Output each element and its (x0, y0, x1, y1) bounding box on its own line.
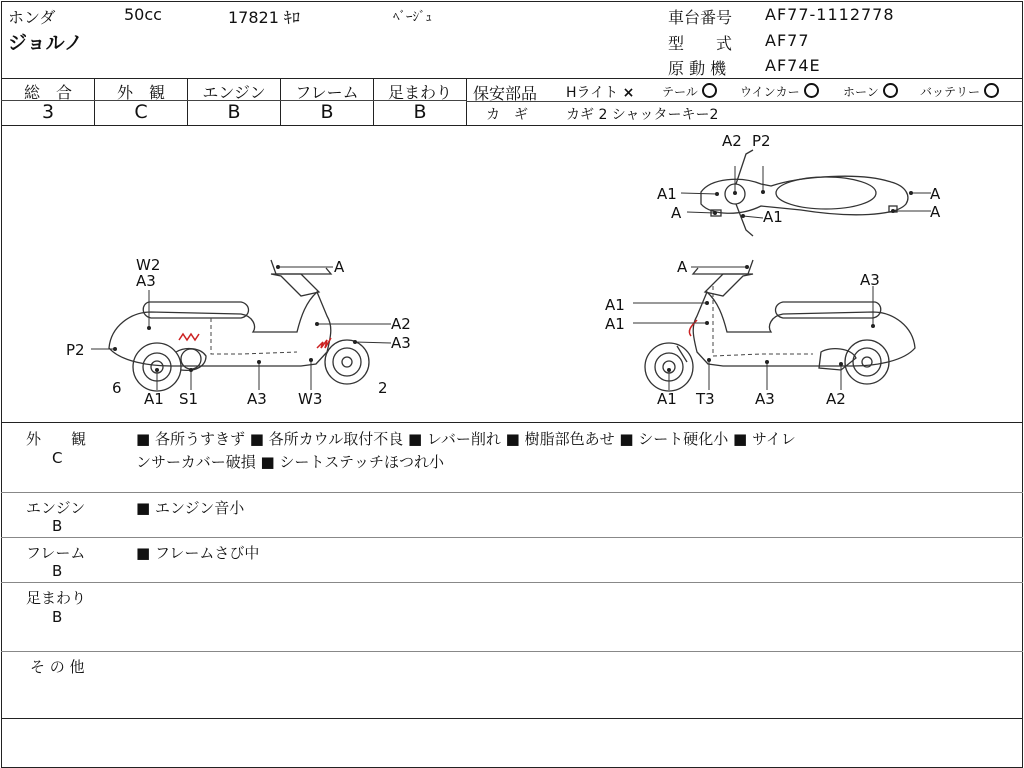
frame-no-label: 車台番号 (668, 8, 733, 27)
safety-tail (662, 83, 717, 100)
damage-label: A1 (605, 296, 625, 314)
headlight-status-mark: × (622, 85, 635, 101)
damage-label: A3 (136, 272, 156, 290)
grade-engine-value: B (227, 101, 241, 123)
damage-label: A2 (722, 132, 742, 150)
grade-total-value: 3 (41, 101, 55, 123)
divider (1, 492, 1023, 493)
grade-exterior-value: C (134, 101, 148, 123)
damage-label: A3 (860, 271, 880, 289)
grade-suspension-value: B (413, 101, 427, 123)
type-label: 型 式 (668, 34, 733, 53)
suspension-section-label: 足まわり (26, 589, 87, 607)
damage-label: P2 (752, 132, 771, 150)
engine-value: AF74E (765, 56, 821, 75)
damage-label: A2 (391, 315, 411, 333)
damage-label: A (677, 258, 688, 276)
engine-section-label: エンジン (26, 499, 86, 517)
damage-label: W3 (298, 390, 323, 408)
safety-horn (843, 83, 898, 100)
engine-label: 原 動 機 (668, 59, 727, 78)
tail-ok-icon (702, 83, 717, 98)
grade-suspension-label: 足まわり (387, 83, 452, 102)
top-view-scooter (701, 150, 908, 236)
safety-headlight (566, 82, 634, 102)
type-value: AF77 (765, 31, 810, 50)
divider (1, 78, 1023, 79)
exterior-notes-line2: ンサーカバー破損 ■ シートステッチほつれ小 (136, 453, 444, 471)
damage-label: A (930, 203, 941, 221)
engine-notes: ■ エンジン音小 (136, 499, 245, 517)
damage-label: P2 (66, 341, 85, 359)
key-label: カ ギ (486, 107, 528, 123)
damage-label: A (334, 258, 345, 276)
key-value: カギ 2 シャッターキー2 (566, 107, 719, 123)
safety-battery (920, 83, 999, 100)
exterior-label: 外 観 (26, 430, 87, 448)
grade-frame-value: B (320, 101, 334, 123)
winker-label: ウインカー (740, 85, 800, 99)
safety-label: 保安部品 (473, 84, 538, 103)
damage-label: A2 (826, 390, 846, 408)
damage-label: A3 (755, 390, 775, 408)
grade-total-label: 総 合 (23, 83, 72, 102)
frame-notes: ■ フレームさび中 (136, 544, 260, 562)
frame-section-grade: B (52, 562, 63, 580)
safety-winker (740, 83, 819, 100)
damage-label: A3 (247, 390, 267, 408)
divider (1, 582, 1023, 583)
damage-label: 6 (112, 379, 122, 397)
headlight-label: Hライト (566, 85, 619, 101)
engine-section-grade: B (52, 517, 63, 535)
frame-section-label: フレーム (26, 544, 86, 562)
damage-label: A (671, 204, 682, 222)
damage-label: A1 (144, 390, 164, 408)
damage-label: 2 (378, 379, 388, 397)
color: ﾍﾞｰｼﾞｭ (393, 10, 432, 25)
divider (1, 537, 1023, 538)
damage-label: A3 (391, 334, 411, 352)
winker-ok-icon (804, 83, 819, 98)
horn-ok-icon (883, 83, 898, 98)
battery-label: バッテリー (920, 85, 981, 99)
suspension-section-grade: B (52, 608, 63, 626)
divider (466, 101, 1023, 102)
damage-label: A1 (657, 185, 677, 203)
grade-frame-label: フレーム (295, 83, 359, 102)
tail-label: テール (662, 85, 698, 99)
divider (1, 422, 1023, 423)
damage-label: A1 (657, 390, 677, 408)
battery-ok-icon (984, 83, 999, 98)
damage-label: A1 (763, 208, 783, 226)
model-name: ジョルノ (8, 32, 83, 54)
grade-engine-label: エンジン (202, 83, 266, 102)
maker: ホンダ (8, 8, 56, 27)
damage-label: A1 (605, 315, 625, 333)
frame-no-value: AF77-1112778 (765, 5, 895, 24)
grade-exterior-label: 外 観 (116, 83, 165, 102)
damage-label: W2 (136, 256, 161, 274)
exterior-notes-line1: ■ 各所うすきず ■ 各所カウル取付不良 ■ レバー削れ ■ 樹脂部色あせ ■ シート硬化小 ■ サイレ (136, 430, 796, 448)
exterior-grade: C (52, 449, 63, 467)
damage-label: T3 (696, 390, 715, 408)
damage-label: A (930, 185, 941, 203)
other-section-label: そ の 他 (30, 658, 85, 676)
divider (1, 651, 1023, 652)
displacement: 50cc (124, 5, 162, 24)
divider (1, 718, 1023, 719)
damage-label: S1 (179, 390, 199, 408)
mileage: 17821 ｷﾛ (228, 8, 300, 27)
horn-label: ホーン (843, 85, 879, 99)
